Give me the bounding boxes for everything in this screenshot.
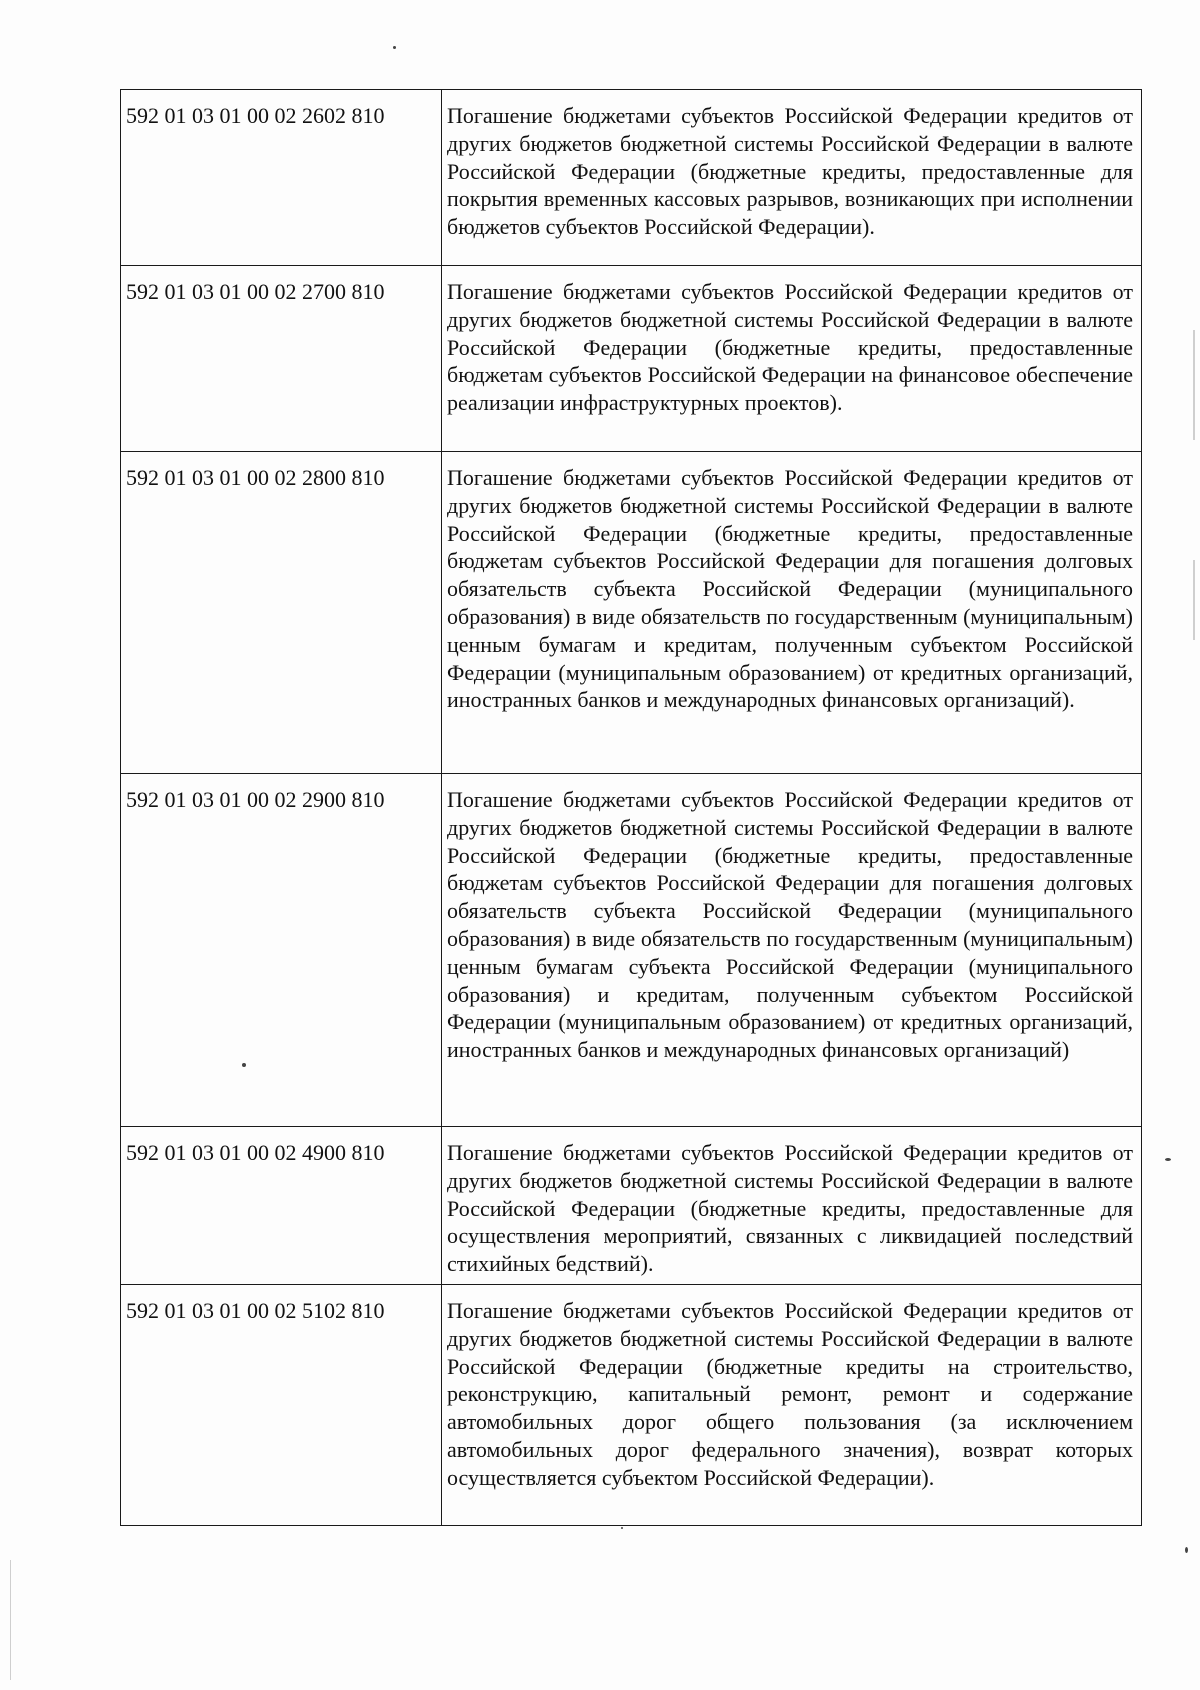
description-text: Погашение бюджетами субъектов Российской Федерации кредитов от других бюджетов бюджетной системы Российской Федерации в валюте Российской Федерации (бюджетные кредиты, предоставленные бюджетам субъектов Российской Федерации для погашения долговых обязательств субъекта Российской Федерации (муниципального образования) в виде обязательств по государственным (муниципальным) ценным бумагам субъекта Российской Федерации (муниципального образования) и кредитам, полученным субъектом Российской Федерации (муниципальным образованием) от кредитных организаций, иностранных банков и международных финансовых организаций) xyxy=(447,787,1133,1063)
table-row xyxy=(121,1285,1142,1526)
table-row xyxy=(121,266,1142,452)
table-row xyxy=(121,90,1142,266)
scan-speck xyxy=(1185,1547,1188,1553)
description-text: Погашение бюджетами субъектов Российской Федерации кредитов от других бюджетов бюджетной системы Российской Федерации в валюте Российской Федерации (бюджетные кредиты на строительство, реконструкцию, капитальный ремонт, ремонт и содержание автомобильных дорог общего пользования (за исключением автомобильных дорог федерального значения), возврат которых осуществляется субъектом Российской Федерации). xyxy=(447,1298,1133,1490)
code-cell: 592 01 03 01 00 02 4900 810 xyxy=(121,1127,442,1285)
scan-edge-mark xyxy=(1193,330,1195,440)
scan-speck xyxy=(242,1063,246,1067)
scan-edge-mark xyxy=(10,1560,11,1680)
description-cell xyxy=(442,774,1142,1127)
description-text: Погашение бюджетами субъектов Российской Федерации кредитов от других бюджетов бюджетной системы Российской Федерации в валюте Российской Федерации (бюджетные кредиты, предоставленные бюджетам субъектов Российской Федерации для погашения долговых обязательств субъекта Российской Федерации (муниципального образования) в виде обязательств по государственным (муниципальным) ценным бумагам и кредитам, полученным субъектом Российской Федерации (муниципальным образованием) от кредитных организаций, иностранных банков и международных финансовых организаций). xyxy=(447,465,1133,713)
code-cell: 592 01 03 01 00 02 2800 810 xyxy=(121,452,442,774)
description-text: Погашение бюджетами субъектов Российской Федерации кредитов от других бюджетов бюджетной системы Российской Федерации в валюте Российской Федерации (бюджетные кредиты, предоставленные для покрытия временных кассовых разрывов, возникающих при исполнении бюджетов субъектов Российской Федерации). xyxy=(447,103,1133,240)
table-row xyxy=(121,452,1142,774)
description-cell xyxy=(442,1285,1142,1526)
code-cell: 592 01 03 01 00 02 2700 810 xyxy=(121,266,442,452)
description-cell xyxy=(442,266,1142,452)
code-cell: 592 01 03 01 00 02 2602 810 xyxy=(121,90,442,266)
scan-edge-mark xyxy=(1193,560,1195,640)
table-row xyxy=(121,774,1142,1127)
budget-classification-table xyxy=(120,89,1142,1526)
scan-speck xyxy=(393,46,396,49)
description-text: Погашение бюджетами субъектов Российской Федерации кредитов от других бюджетов бюджетной системы Российской Федерации в валюте Российской Федерации (бюджетные кредиты, предоставленные для осуществления мероприятий, связанных с ликвидацией последствий стихийных бедствий). xyxy=(447,1140,1133,1277)
scan-speck xyxy=(1165,1158,1171,1161)
code-cell: 592 01 03 01 00 02 2900 810 xyxy=(121,774,442,1127)
description-text: Погашение бюджетами субъектов Российской Федерации кредитов от других бюджетов бюджетной системы Российской Федерации в валюте Российской Федерации (бюджетные кредиты, предоставленные бюджетам субъектов Российской Федерации на финансовое обеспечение реализации инфраструктурных проектов). xyxy=(447,279,1133,416)
code-cell: 592 01 03 01 00 02 5102 810 xyxy=(121,1285,442,1526)
table-row xyxy=(121,1127,1142,1285)
description-cell xyxy=(442,90,1142,266)
scan-speck xyxy=(621,1527,623,1529)
description-cell xyxy=(442,452,1142,774)
description-cell xyxy=(442,1127,1142,1285)
